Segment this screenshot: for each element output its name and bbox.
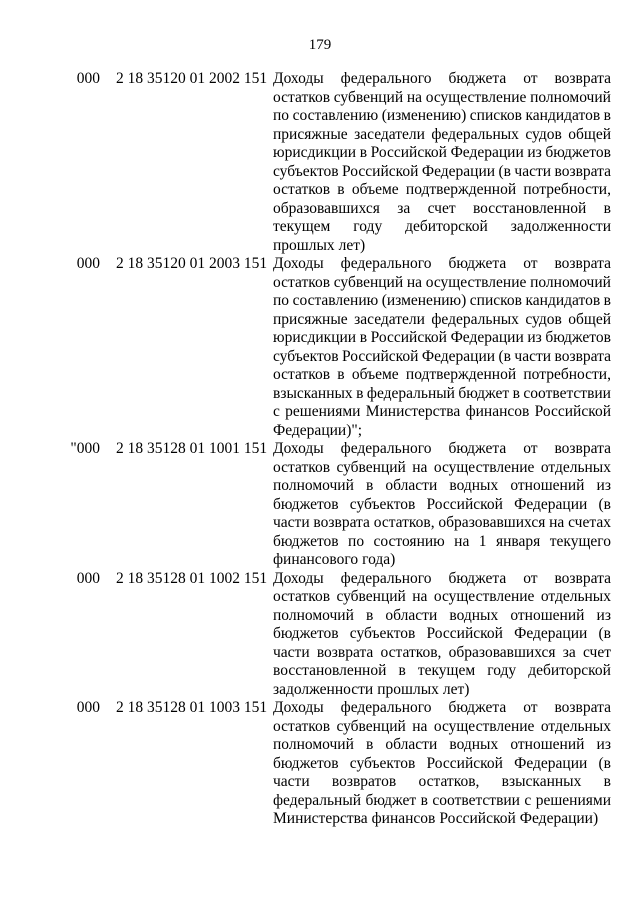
description-line: присяжные заседатели федеральных судов общей — [273, 125, 611, 143]
description-line: бюджетов субъектов Российской Федерации (в — [273, 754, 611, 772]
description-line: Доходы федерального бюджета от возврата — [273, 569, 611, 587]
admin-code: 000 — [76, 255, 100, 272]
description-line: полномочий в области водных отношений из — [273, 477, 611, 494]
description-line: текущем году дебиторской задолженности — [273, 218, 611, 235]
table-row — [0, 70, 640, 255]
revenue-description — [273, 440, 611, 570]
description-line: бюджетов субъектов Российской Федерации (в — [273, 625, 611, 642]
description-line: юрисдикции в Российской Федерации из бюджетов — [273, 329, 611, 346]
description-line: полномочий в области водных отношений из — [273, 736, 611, 753]
description-line: Доходы федерального бюджета от возврата — [273, 255, 611, 272]
table-row — [0, 255, 640, 440]
revenue-code: 2 18 35120 01 2003 151 — [116, 255, 268, 272]
description-line: Федерации)"; — [273, 421, 362, 439]
description-line: по составлению (изменению) списков кандидатов в — [273, 292, 611, 309]
description-line: бюджетов по состоянию на 1 января текущего — [273, 532, 611, 550]
description-line: бюджетов субъектов Российской Федерации (в — [273, 495, 611, 513]
table-row — [0, 699, 640, 829]
description-line: части возврата остатков, образовавшихся за счет — [273, 643, 611, 661]
description-line: восстановленной в текущем году дебиторской — [273, 662, 611, 679]
admin-code: 000 — [76, 569, 100, 587]
description-line: федеральный бюджет в соответствии с решениями — [273, 791, 611, 809]
revenue-description — [273, 699, 611, 829]
description-line: Доходы федерального бюджета от возврата — [273, 699, 611, 716]
description-line: остатков субвенций на осуществление отдельных — [273, 588, 611, 605]
description-line: финансового года) — [273, 551, 396, 568]
description-line: остатков в объеме подтвержденной потребности, — [273, 366, 611, 383]
table-row — [0, 570, 640, 700]
description-line: остатков в объеме подтвержденной потребности, — [273, 181, 611, 198]
description-line: образовавшихся за счет восстановленной в — [273, 199, 611, 217]
admin-code: 000 — [76, 70, 100, 87]
description-line: субъектов Российской Федерации (в части возврата — [273, 347, 611, 365]
description-line: остатков субвенций на осуществление отдельных — [273, 717, 611, 735]
revenue-code: 2 18 35128 01 1001 151 — [116, 440, 268, 457]
revenue-code: 2 18 35120 01 2002 151 — [116, 70, 268, 87]
description-line: прошлых лет) — [273, 236, 366, 254]
table-row — [0, 440, 640, 570]
revenue-code: 2 18 35128 01 1003 151 — [116, 699, 268, 716]
description-line: полномочий в области водных отношений из — [273, 606, 611, 624]
description-line: части возвратов остатков, взысканных в — [273, 773, 611, 790]
description-line: задолженности прошлых лет) — [273, 680, 470, 698]
revenue-description — [273, 570, 611, 700]
description-line: взысканных в федеральный бюджет в соответствии — [273, 384, 611, 402]
description-line: присяжные заседатели федеральных судов общей — [273, 310, 611, 328]
revenue-description — [273, 255, 611, 440]
description-line: остатков субвенций на осуществление полномочий — [273, 88, 611, 106]
description-line: Министерства финансов Российской Федерации) — [273, 810, 599, 827]
description-line: части возврата остатков, образовавшихся на счетах — [273, 514, 611, 531]
admin-code: 000 — [76, 699, 100, 716]
description-line: Доходы федерального бюджета от возврата — [273, 70, 611, 87]
code-table — [0, 70, 640, 829]
description-line: с решениями Министерства финансов Российской — [273, 403, 611, 420]
revenue-code: 2 18 35128 01 1002 151 — [116, 569, 268, 587]
page-number: 179 — [308, 37, 332, 53]
description-line: остатков субвенций на осуществление полномочий — [273, 273, 611, 291]
admin-code: "000 — [70, 440, 100, 457]
description-line: субъектов Российской Федерации (в части возврата — [273, 162, 611, 180]
revenue-description — [273, 70, 611, 255]
description-line: остатков субвенций на осуществление отдельных — [273, 458, 611, 476]
description-line: Доходы федерального бюджета от возврата — [273, 440, 611, 457]
description-line: юрисдикции в Российской Федерации из бюджетов — [273, 144, 611, 161]
description-line: по составлению (изменению) списков кандидатов в — [273, 107, 611, 124]
